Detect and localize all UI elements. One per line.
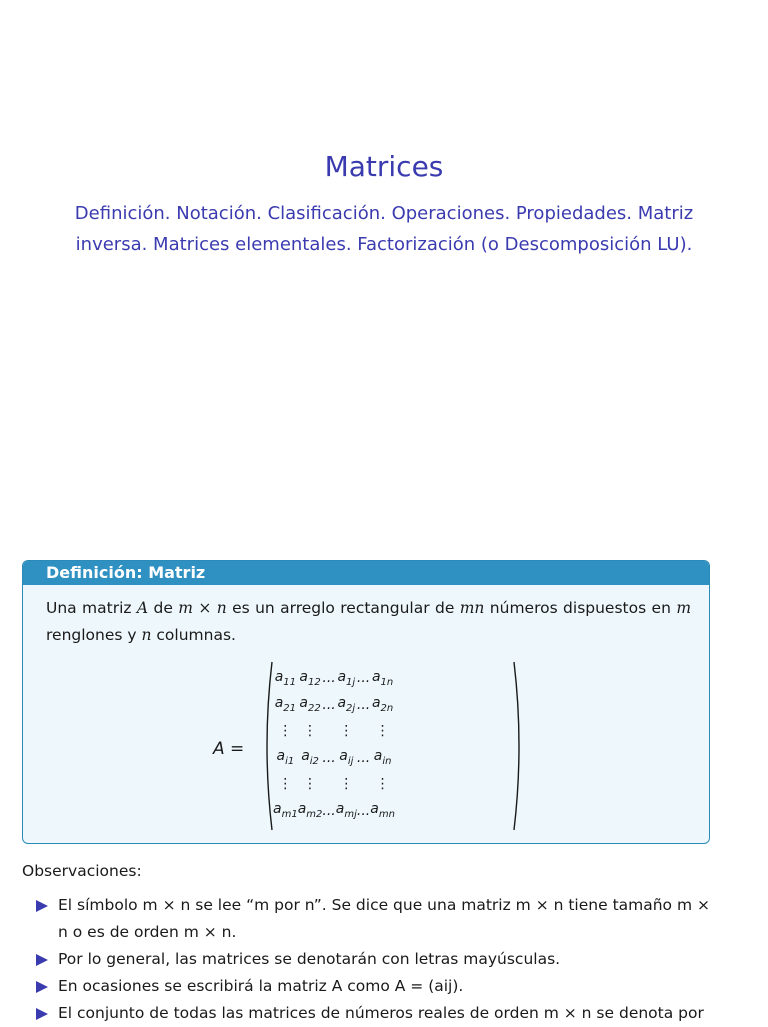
matrix-cell: ⋮ bbox=[303, 776, 318, 793]
matrix-cell: $a_{21}$ bbox=[274, 695, 297, 715]
matrix-cell bbox=[357, 771, 370, 798]
definition-var-mxn: m × n bbox=[178, 599, 227, 617]
matrix-cell: ⋮ bbox=[375, 776, 390, 793]
matrix-cell: $a_{1j}$ bbox=[337, 668, 356, 688]
definition-block bbox=[22, 560, 710, 844]
definition-text bbox=[23, 585, 709, 649]
matrix-cell: $a_{i2}$ bbox=[301, 748, 319, 768]
observations-label: Observaciones: bbox=[22, 862, 142, 880]
observation-item bbox=[36, 1000, 716, 1027]
matrix-cell: $a_{m1}$ bbox=[273, 801, 298, 821]
matrix-cell: ... bbox=[322, 802, 336, 819]
observation-item bbox=[36, 892, 716, 946]
observation-item bbox=[36, 946, 716, 973]
right-parenthesis bbox=[513, 661, 525, 831]
matrix-cell: $a_{mj}$ bbox=[335, 801, 357, 821]
matrix-label: A = bbox=[213, 739, 245, 759]
definition-text-part: Una matriz bbox=[46, 599, 137, 617]
matrix-cell: ... bbox=[322, 696, 336, 713]
matrix-cell: $a_{2j}$ bbox=[337, 695, 356, 715]
bullet-arrow-icon bbox=[36, 900, 48, 912]
matrix-cell: $a_{in}$ bbox=[373, 748, 392, 768]
bullet-arrow-icon bbox=[36, 954, 48, 966]
observations-list bbox=[36, 892, 716, 1027]
observation-item bbox=[36, 973, 716, 1000]
matrix-cell: ⋮ bbox=[339, 776, 354, 793]
matrix-cell: ⋮ bbox=[339, 723, 354, 740]
matrix-row bbox=[273, 745, 395, 772]
definition-var-n: n bbox=[141, 626, 152, 644]
matrix-cell: ... bbox=[356, 696, 371, 713]
definition-header: Definición: Matriz bbox=[23, 561, 709, 585]
matrix-row bbox=[273, 718, 395, 745]
observation-text: En ocasiones se escribirá la matriz A como A = (aij). bbox=[58, 977, 464, 995]
definition-var-A: A bbox=[136, 599, 149, 617]
observation-text: Por lo general, las matrices se denotarán con letras mayúsculas. bbox=[58, 950, 561, 968]
page-subtitle: Definición. Notación. Clasificación. Operaciones. Propiedades. Matriz inversa. Matrices elementales. Factorización (o Descomposición LU). bbox=[74, 203, 694, 255]
matrix-cell: ⋮ bbox=[278, 776, 293, 793]
matrix-cell bbox=[322, 771, 335, 798]
matrix-cell: $a_{ij}$ bbox=[339, 748, 354, 768]
matrix-cell: ... bbox=[356, 749, 371, 766]
matrix-cell: $a_{m2}$ bbox=[297, 801, 323, 821]
matrix-cell: $a_{i1}$ bbox=[276, 748, 295, 768]
matrix-table bbox=[273, 665, 395, 824]
definition-text-part: renglones y bbox=[46, 626, 142, 644]
matrix-cell: ⋮ bbox=[303, 723, 318, 740]
definition-text-part: columnas. bbox=[151, 626, 236, 644]
matrix-cell: $a_{mn}$ bbox=[370, 801, 395, 821]
matrix-row bbox=[273, 665, 395, 692]
definition-var-m: m bbox=[676, 599, 692, 617]
matrix-cell: ⋮ bbox=[278, 723, 293, 740]
bullet-arrow-icon bbox=[36, 981, 48, 993]
bullet-arrow-icon bbox=[36, 1008, 48, 1020]
page-title: Matrices bbox=[324, 150, 444, 183]
observation-text: El conjunto de todas las matrices de números reales de orden m × n se denota por bbox=[58, 1004, 704, 1022]
matrix-cell: ... bbox=[322, 749, 336, 766]
definition-text-part: es un arreglo rectangular de bbox=[226, 599, 460, 617]
definition-text-part: números dispuestos en bbox=[484, 599, 677, 617]
matrix-cell bbox=[322, 718, 335, 745]
left-parenthesis bbox=[261, 661, 273, 831]
matrix-cell: ... bbox=[322, 670, 336, 687]
matrix-row bbox=[273, 771, 395, 798]
observation-text: El símbolo m × n se lee “m por n”. Se dice que una matriz m × n tiene tamaño m × n o es de orden m × n. bbox=[58, 896, 710, 941]
matrix-cell: ... bbox=[356, 670, 371, 687]
matrix-cell: $a_{22}$ bbox=[299, 695, 321, 715]
matrix-cell: ⋮ bbox=[375, 723, 390, 740]
matrix-cell: $a_{1n}$ bbox=[371, 668, 394, 688]
definition-text-part: de bbox=[148, 599, 179, 617]
matrix-cell: ... bbox=[356, 802, 371, 819]
matrix-cell: $a_{2n}$ bbox=[371, 695, 394, 715]
matrix-row bbox=[273, 692, 395, 719]
matrix-cell: $a_{12}$ bbox=[299, 668, 321, 688]
matrix-row bbox=[273, 798, 395, 825]
matrix-cell bbox=[357, 718, 370, 745]
definition-var-mn: mn bbox=[459, 599, 485, 617]
matrix-cell: $a_{11}$ bbox=[274, 668, 297, 688]
